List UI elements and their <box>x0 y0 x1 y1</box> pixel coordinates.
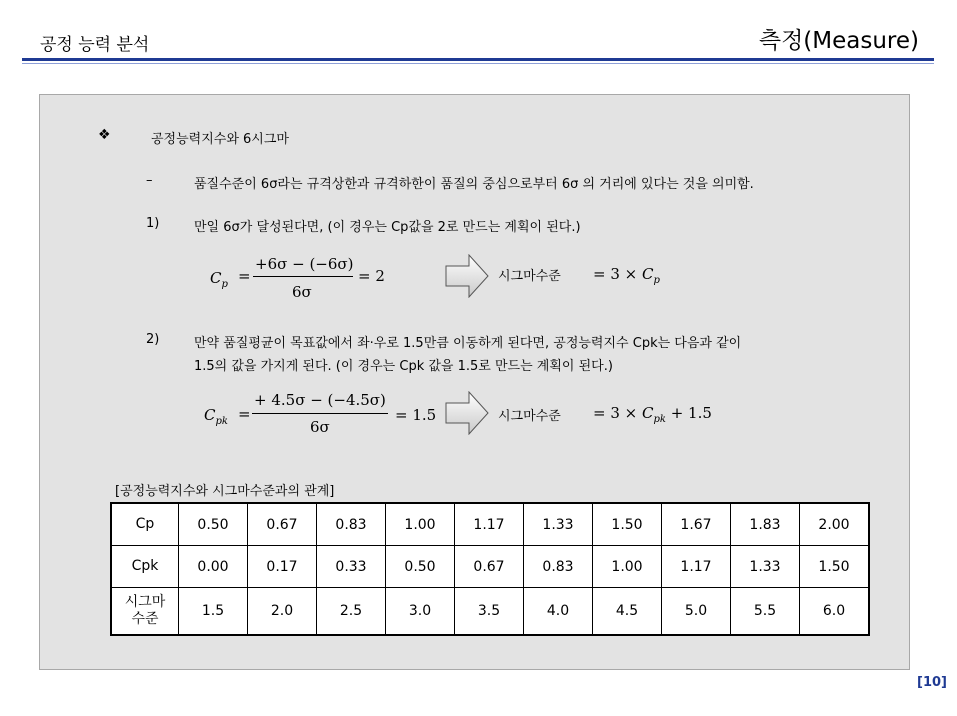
table-cell: 1.50 <box>593 503 662 546</box>
sigma-rhs-2-sub: pk <box>653 414 666 425</box>
phase-title: 측정(Measure) <box>758 28 919 54</box>
table-cell: 1.00 <box>386 503 455 546</box>
heading: 공정능력지수와 6시그마 <box>151 132 289 147</box>
table-cell: 0.67 <box>455 546 524 588</box>
row-header-sigma <box>111 588 179 636</box>
formula1-lhs: C <box>210 269 222 287</box>
header-divider-thin <box>22 63 934 64</box>
formula2-denominator: 6σ <box>310 418 330 436</box>
formula1-numerator: +6σ − (−6σ) <box>255 255 354 273</box>
item2-number: 2) <box>146 332 160 347</box>
table-cell: 0.83 <box>524 546 593 588</box>
table-cell: 1.5 <box>179 588 248 636</box>
table-cell: 5.0 <box>662 588 731 636</box>
formula1-lhs-sub: p <box>221 279 228 290</box>
content-panel <box>39 94 910 670</box>
row-header-cp: Cp <box>111 503 179 546</box>
diamond-bullet-icon: ❖ <box>98 127 111 143</box>
sigma-rhs-1: = 3 × <box>593 265 642 283</box>
table-cell: 6.0 <box>800 588 870 636</box>
row-header-sigma-line1: 시그마 <box>124 594 166 610</box>
table-cell: 0.00 <box>179 546 248 588</box>
table-cell: 0.50 <box>179 503 248 546</box>
sigma-rhs-2-tail: + 1.5 <box>665 404 712 422</box>
table-cell: 1.67 <box>662 503 731 546</box>
table-cell: 0.50 <box>386 546 455 588</box>
table-cell: 1.00 <box>593 546 662 588</box>
table-cell: 5.5 <box>731 588 800 636</box>
row-header-sigma-line2: 수준 <box>131 611 159 627</box>
section-title: 공정 능력 분석 <box>40 35 150 55</box>
table-row-cpk <box>111 546 869 588</box>
sigma-rhs-1-var: C <box>641 265 654 283</box>
table-cell: 1.17 <box>455 503 524 546</box>
item1-text: 만일 6σ가 달성된다면, (이 경우는 Cp값을 2로 만드는 계획이 된다.) <box>194 220 581 235</box>
definition-text: 품질수준이 6σ라는 규격상한과 규격하한이 품질의 중심으로부터 6σ 의 거리에 있다는 것을 의미함. <box>194 177 754 192</box>
formula2-numerator: + 4.5σ − (−4.5σ) <box>254 391 386 409</box>
table-cell: 0.67 <box>248 503 317 546</box>
formula1-fraction-bar <box>253 276 353 277</box>
formula2-fraction-bar <box>252 413 388 414</box>
table-cell: 1.33 <box>524 503 593 546</box>
formula1-denominator: 6σ <box>292 283 312 301</box>
right-arrow-icon <box>445 254 489 298</box>
formula2-result: = 1.5 <box>395 406 437 424</box>
formula1-eq: = <box>238 267 251 285</box>
table-cell: 4.5 <box>593 588 662 636</box>
table-caption: [공정능력지수와 시그마수준과의 관계] <box>115 484 335 499</box>
table-cell: 4.0 <box>524 588 593 636</box>
table-row-sigma <box>111 588 869 636</box>
item1-number: 1) <box>146 216 160 231</box>
table-cell: 2.5 <box>317 588 386 636</box>
sigma-rhs-1-sub: p <box>653 275 660 286</box>
table-cell: 1.83 <box>731 503 800 546</box>
sigma-rhs-2-var: C <box>641 404 654 422</box>
formula1-result: = 2 <box>358 267 385 285</box>
item2-line2: 1.5의 값을 가지게 된다. (이 경우는 Cpk 값을 1.5로 만드는 계획이 된다.) <box>194 359 613 374</box>
formula2-eq: = <box>238 405 251 423</box>
table-cell: 1.33 <box>731 546 800 588</box>
row-header-cpk: Cpk <box>111 546 179 588</box>
sigma-level-label-1: 시그마수준 <box>498 269 561 284</box>
header-divider <box>22 58 934 61</box>
dash-bullet: – <box>146 173 153 188</box>
table-cell: 0.17 <box>248 546 317 588</box>
page-number: [10] <box>917 675 947 690</box>
table-cell: 2.0 <box>248 588 317 636</box>
table-cell: 1.50 <box>800 546 870 588</box>
table-cell: 2.00 <box>800 503 870 546</box>
table-cell: 1.17 <box>662 546 731 588</box>
table-cell: 3.5 <box>455 588 524 636</box>
sigma-rhs-2: = 3 × <box>593 404 642 422</box>
item2-line1: 만약 품질평균이 목표값에서 좌·우로 1.5만큼 이동하게 된다면, 공정능력지수 Cpk는 다음과 같이 <box>194 336 742 351</box>
table-cell: 0.33 <box>317 546 386 588</box>
table-row-cp <box>111 503 869 546</box>
table-cell: 3.0 <box>386 588 455 636</box>
right-arrow-icon <box>445 391 489 435</box>
sigma-level-label-2: 시그마수준 <box>498 409 561 424</box>
formula2-lhs: C <box>204 406 216 424</box>
table-cell: 0.83 <box>317 503 386 546</box>
sigma-relation-table <box>110 502 870 636</box>
formula2-lhs-sub: pk <box>215 416 228 427</box>
